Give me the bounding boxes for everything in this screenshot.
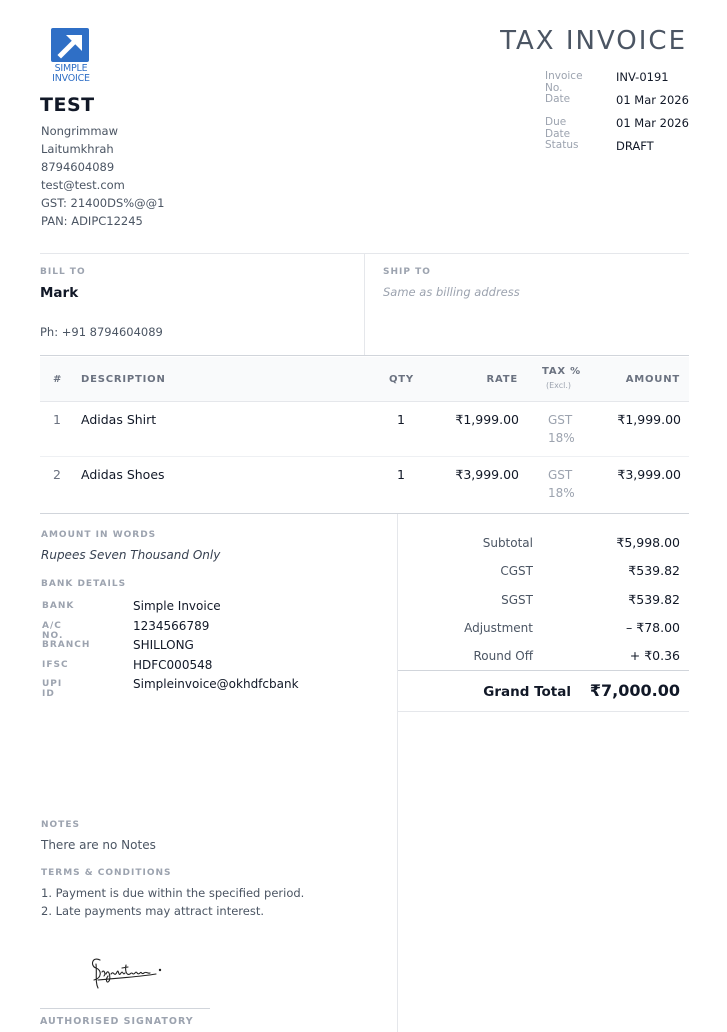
bill-to-phone: Ph: +91 8794604089 [40,325,163,339]
header-amount: AMOUNT [625,374,680,385]
grand-total-label: Grand Total [483,684,571,700]
bank-label: BRANCH [42,640,91,650]
meta-label: Status [545,139,579,151]
meta-label: Date [545,93,571,105]
total-label: CGST [500,564,533,579]
notes-text: There are no Notes [41,838,156,852]
terms-label: TERMS & CONDITIONS [41,868,172,878]
header-qty: QTY [389,374,414,385]
brand-logo [49,28,93,84]
notes-label: NOTES [41,820,80,830]
row-rate: ₹3,999.00 [455,467,519,482]
signature-line [40,1008,210,1009]
terms-item: 2. Late payments may attract interest. [41,904,265,918]
header-index: # [53,374,63,385]
row-rate: ₹1,999.00 [455,412,519,427]
amount-in-words-label: AMOUNT IN WORDS [41,530,157,540]
row-tax-rate: 18% [548,431,575,445]
row-description: Adidas Shirt [81,412,157,427]
signature-image [88,952,168,992]
row-amount: ₹3,999.00 [617,467,681,482]
meta-value: INV-0191 [616,70,669,84]
row-qty: 1 [397,467,405,482]
row-amount: ₹1,999.00 [617,412,681,427]
bank-label: A/C NO. [42,620,64,641]
company-address-line: Nongrimmaw [41,124,119,138]
bank-value: SHILLONG [133,638,194,652]
header-rate: RATE [486,374,518,385]
bill-to-label: BILL TO [40,267,86,277]
meta-value: 01 Mar 2026 [616,93,689,107]
total-row-subtotal [398,533,689,561]
company-name: TEST [40,94,95,116]
divider [364,254,365,356]
row-index: 2 [53,467,61,482]
row-tax [548,411,575,447]
bank-value: HDFC000548 [133,657,213,672]
row-description: Adidas Shoes [81,467,165,482]
divider [398,711,689,712]
total-row-adjustment [398,618,689,646]
total-value: ₹539.82 [628,591,680,607]
total-value: ₹539.82 [628,563,680,579]
status-badge: DRAFT [616,139,654,153]
total-label: Round Off [473,649,533,664]
table-row [40,457,689,514]
table-row [40,402,689,457]
bank-label: BANK [42,601,75,611]
meta-label: Invoice No. [545,70,583,94]
ship-to-note: Same as billing address [383,285,520,299]
logo-text: SIMPLE INVOICE [52,63,90,84]
divider [40,355,689,356]
ship-to-label: SHIP TO [383,267,431,277]
row-tax-name: GST [548,468,573,482]
meta-label: Due Date [545,116,571,140]
header-description: DESCRIPTION [81,374,166,385]
bank-label: UPI ID [42,679,63,699]
total-label: Subtotal [482,536,533,550]
row-tax-rate: 18% [548,486,575,500]
terms-list [41,884,304,920]
total-label: SGST [501,592,533,607]
bill-to-name: Mark [40,285,79,301]
bank-value: 1234566789 [133,618,210,633]
total-row-sgst [398,590,689,618]
company-pan: PAN: ADIPC12245 [41,214,143,228]
total-value: + ₹0.36 [629,648,680,664]
row-tax [548,466,575,502]
company-address-line: Laitumkhrah [41,142,114,156]
total-row-cgst [398,561,689,589]
company-gst: GST: 21400DS%@@1 [41,196,165,210]
bank-value: Simple Invoice [133,599,221,613]
company-phone: 8794604089 [41,160,115,174]
amount-in-words: Rupees Seven Thousand Only [41,548,221,562]
grand-total-value: ₹7,000.00 [589,681,680,700]
total-value: – ₹78.00 [626,619,680,635]
header-tax-sub: (Excl.) [546,381,572,390]
total-value: ₹5,998.00 [616,535,680,550]
divider [398,670,689,671]
meta-value: 01 Mar 2026 [616,116,689,130]
signatory-label: AUTHORISED SIGNATORY [40,1016,194,1027]
company-email: test@test.com [41,178,125,192]
bank-label: IFSC [42,659,69,670]
total-label: Adjustment [464,620,533,635]
totals-panel [398,533,689,674]
logo-arrow-icon [51,28,89,62]
terms-item: 1. Payment is due within the specified period. [41,886,305,900]
items-table-header [40,357,689,402]
bank-details-label: BANK DETAILS [41,579,127,589]
company-address [41,122,165,230]
document-title: TAX INVOICE [500,26,687,56]
bank-value: Simpleinvoice@okhdfcbank [133,677,299,691]
header-tax: TAX % [542,366,581,377]
row-index: 1 [53,412,61,427]
row-qty: 1 [397,412,405,427]
row-tax-name: GST [548,413,573,427]
